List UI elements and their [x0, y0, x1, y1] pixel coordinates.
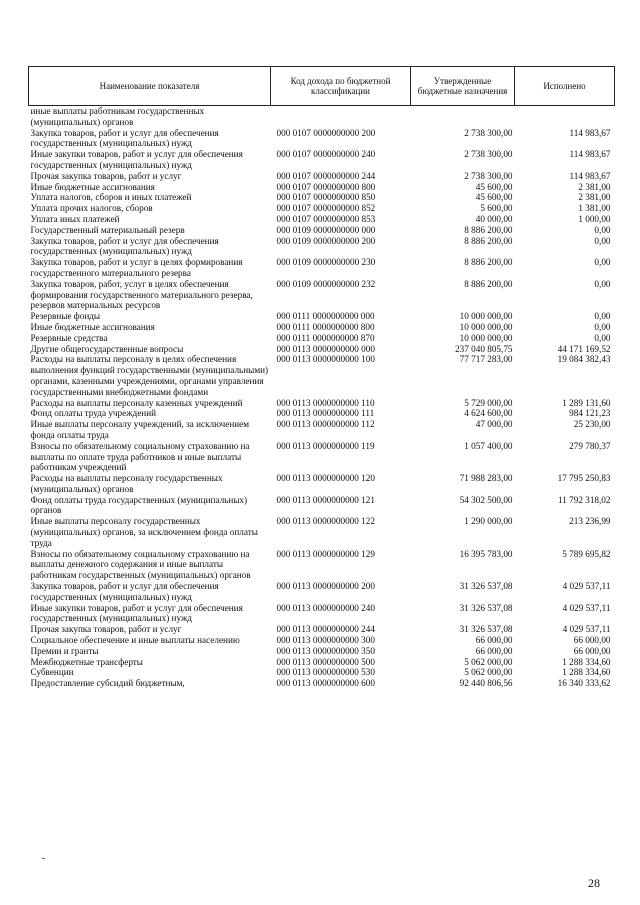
row-code-cell: 000 0113 0000000000 111	[276, 408, 375, 419]
row-name-cell: Иные бюджетные ассигнования	[30, 321, 155, 332]
row-executed-cell: 0,00	[594, 311, 611, 322]
row-executed-cell: 1 288 334,60	[562, 667, 611, 678]
row-code-cell: 000 0107 0000000000 853	[276, 213, 376, 224]
row-executed-cell: 66 000,00	[573, 635, 611, 646]
row-executed-cell: 114 983,67	[569, 149, 611, 160]
table-row	[29, 624, 615, 635]
budget-execution-sheet	[28, 66, 614, 689]
row-code-cell: 000 0113 0000000000 112	[276, 419, 375, 430]
row-approved-cell: 71 988 283,00	[459, 473, 513, 484]
row-code-cell: 000 0113 0000000000 000	[276, 343, 375, 354]
row-executed-cell: 4 029 537,11	[562, 624, 611, 635]
row-executed-cell: 213 236,99	[569, 516, 611, 527]
row-code-cell: 000 0113 0000000000 300	[276, 635, 375, 646]
row-name-cell: Иные выплаты персоналу учреждений, за исключением фонда оплаты труда	[30, 419, 250, 440]
row-approved-cell: 45 600,00	[475, 192, 513, 203]
row-name-cell: Государственный материальный резерв	[30, 224, 185, 235]
row-approved-cell: 10 000 000,00	[459, 332, 513, 343]
table-row	[29, 408, 615, 419]
table-row	[29, 192, 615, 203]
row-name-cell: Прочая закупка товаров, работ и услуг	[30, 170, 182, 181]
row-approved-cell: 237 040 805,75	[455, 343, 513, 354]
row-name-cell: Предоставление субсидий бюджетным,	[30, 678, 185, 689]
row-executed-cell: 2 381,00	[578, 192, 611, 203]
row-executed-cell: 66 000,00	[573, 645, 611, 656]
table-row	[29, 311, 615, 322]
row-approved-cell: 2 738 300,00	[464, 149, 513, 160]
row-code-cell: 000 0113 0000000000 244	[276, 624, 375, 635]
row-executed-cell: 5 789 695,82	[562, 548, 611, 559]
table-row	[29, 279, 615, 311]
table-row	[29, 149, 615, 171]
table-header-row	[29, 67, 615, 106]
row-code-cell: 000 0107 0000000000 200	[276, 127, 376, 138]
row-executed-cell: 0,00	[594, 224, 611, 235]
row-name-cell: Иные закупки товаров, работ и услуг для обеспечения государственных (муниципальных) нужд	[30, 149, 243, 170]
table-row	[29, 182, 615, 193]
table-row	[29, 646, 615, 657]
row-code-cell: 000 0113 0000000000 500	[276, 656, 375, 667]
row-executed-cell: 0,00	[594, 321, 611, 332]
row-approved-cell: 1 290 000,00	[464, 516, 513, 527]
row-approved-cell: 66 000,00	[475, 635, 513, 646]
row-code-cell: 000 0113 0000000000 119	[276, 440, 375, 451]
row-name-cell: Закупка товаров, работ и услуг для обеспечения государственных (муниципальных) нужд	[30, 127, 219, 149]
row-code-cell: 000 0113 0000000000 600	[276, 678, 375, 689]
row-name-cell: Уплата прочих налогов, сборов	[30, 203, 153, 214]
row-name-cell: Межбюджетные трансферты	[30, 656, 143, 667]
row-approved-cell: 47 000,00	[475, 419, 513, 430]
row-executed-cell: 4 029 537,11	[562, 581, 611, 592]
row-approved-cell: 5 729 000,00	[464, 397, 513, 408]
row-executed-cell: 11 792 318,02	[558, 494, 611, 505]
table-row	[29, 419, 615, 441]
table-row	[29, 214, 615, 225]
table-row	[29, 333, 615, 344]
row-approved-cell: 92 440 806,56	[459, 678, 513, 689]
row-approved-cell: 31 326 537,08	[459, 624, 513, 635]
row-code-cell: 000 0113 0000000000 120	[276, 473, 375, 484]
row-name-cell: Уплата налогов, сборов и иных платежей	[30, 192, 192, 203]
row-approved-cell: 10 000 000,00	[459, 321, 513, 332]
row-approved-cell: 1 057 400,00	[464, 440, 513, 451]
row-name-cell: Фонд оплаты труда учреждений	[30, 408, 157, 419]
row-approved-cell: 8 886 200,00	[464, 235, 513, 246]
row-executed-cell: 16 340 333,62	[557, 678, 611, 689]
table-row	[29, 657, 615, 668]
row-code-cell: 000 0109 0000000000 230	[276, 257, 376, 268]
row-approved-cell: 2 738 300,00	[464, 127, 513, 138]
row-executed-cell: 1 381,00	[578, 203, 611, 214]
row-code-cell: 000 0109 0000000000 000	[276, 224, 376, 235]
row-executed-cell: 1 288 334,60	[562, 656, 611, 667]
row-approved-cell: 5 062 000,00	[464, 656, 513, 667]
row-code-cell: 000 0113 0000000000 110	[276, 397, 375, 408]
stray-mark	[42, 858, 45, 859]
row-code-cell: 000 0113 0000000000 350	[276, 645, 375, 656]
table-row	[29, 581, 615, 603]
row-name-cell: Другие общегосударственные вопросы	[30, 343, 184, 354]
row-name-cell: Резервные средства	[30, 332, 108, 343]
row-executed-cell: 0,00	[594, 278, 611, 289]
row-name-cell: Расходы на выплаты персоналу казенных учреждений	[30, 397, 243, 408]
row-code-cell: 000 0107 0000000000 244	[276, 170, 376, 181]
row-code-cell: 000 0113 0000000000 122	[276, 516, 375, 527]
table-row	[29, 441, 615, 473]
row-code-cell: 000 0109 0000000000 200	[276, 235, 376, 246]
table-row	[29, 635, 615, 646]
row-executed-cell: 1 289 131,60	[562, 397, 611, 408]
row-name-cell: Резервные фонды	[30, 311, 101, 322]
page-number: 28	[588, 876, 600, 890]
row-code-cell: 000 0113 0000000000 100	[276, 354, 375, 365]
row-name-cell: Закупка товаров, работ и услуг для обеспечения государственных (муниципальных) нужд	[30, 581, 219, 602]
row-code-cell	[271, 106, 411, 128]
row-approved-cell: 77 717 283,00	[459, 354, 513, 365]
table-row	[29, 549, 615, 581]
row-code-cell: 000 0107 0000000000 852	[276, 203, 376, 214]
row-executed-cell: 0,00	[594, 235, 611, 246]
table-row	[29, 236, 615, 258]
row-executed-cell: 279 780,37	[569, 440, 611, 451]
row-executed-cell: 984 121,23	[569, 408, 611, 419]
table-row	[29, 322, 615, 333]
table-row	[29, 473, 615, 495]
row-approved-cell: 45 600,00	[475, 181, 513, 192]
row-name-cell: Взносы по обязательному социальному страхованию на выплаты по оплате труда работников и иные выплаты работникам учреждений	[30, 440, 250, 473]
table-row	[29, 398, 615, 409]
table-row	[29, 495, 615, 517]
row-approved-cell: 31 326 537,08	[459, 602, 513, 613]
row-executed-cell: 44 171 169,52	[557, 343, 611, 354]
row-name-cell: иные выплаты работникам государственных (муниципальных) органов	[30, 106, 205, 127]
row-executed-cell: 0,00	[594, 332, 611, 343]
row-code-cell: 000 0107 0000000000 850	[276, 192, 376, 203]
row-name-cell: Уплата иных платежей	[30, 213, 120, 224]
row-approved-cell: 8 886 200,00	[464, 278, 513, 289]
row-code-cell: 000 0113 0000000000 240	[276, 602, 375, 613]
table-row	[29, 667, 615, 678]
row-executed-cell: 1 000,00	[578, 213, 611, 224]
budget-table	[28, 66, 615, 689]
row-name-cell: Взносы по обязательному социальному страхованию на выплаты денежного содержания и иные выплаты работникам государственных (муниципальных) органов	[30, 548, 251, 581]
row-executed-cell: 25 230,00	[573, 419, 611, 430]
header-executed: Исполнено	[515, 67, 615, 106]
row-code-cell: 000 0113 0000000000 129	[276, 548, 375, 559]
row-name-cell: Иные закупки товаров, работ и услуг для обеспечения государственных (муниципальных) нужд	[30, 602, 243, 624]
row-name-cell: Иные выплаты персоналу государственных (муниципальных) органов, за исключением фонда оплаты труда	[30, 516, 258, 548]
row-executed-cell: 17 795 250,83	[557, 473, 611, 484]
row-executed-cell	[515, 106, 615, 128]
row-code-cell: 000 0111 0000000000 000	[276, 311, 375, 322]
table-row	[29, 106, 615, 128]
row-approved-cell: 4 624 600,00	[464, 408, 513, 419]
row-name-cell: Закупка товаров, работ и услуг в целях формирования государственного материального резерва	[30, 257, 243, 278]
row-name-cell: Расходы на выплаты персоналу государственных (муниципальных) органов	[30, 473, 223, 494]
header-indicator-name: Наименование показателя	[29, 67, 271, 106]
table-body	[29, 106, 615, 690]
row-name-cell: Премии и гранты	[30, 645, 99, 656]
row-executed-cell: 2 381,00	[578, 181, 611, 192]
row-code-cell: 000 0111 0000000000 870	[276, 332, 375, 343]
row-approved-cell: 5 062 000,00	[464, 667, 513, 678]
table-row	[29, 344, 615, 355]
row-name-cell: Социальное обеспечение и иные выплаты населению	[30, 635, 240, 646]
row-code-cell: 000 0111 0000000000 800	[276, 321, 375, 332]
row-approved-cell	[411, 106, 515, 128]
table-row	[29, 603, 615, 625]
table-row	[29, 354, 615, 397]
row-approved-cell: 54 302 500,00	[459, 494, 513, 505]
table-row	[29, 128, 615, 150]
table-row	[29, 225, 615, 236]
row-approved-cell: 40 000,00	[475, 213, 513, 224]
row-approved-cell: 16 395 783,00	[459, 548, 513, 559]
row-name-cell: Иные бюджетные ассигнования	[30, 181, 155, 192]
row-executed-cell: 114 983,67	[569, 170, 611, 181]
row-name-cell: Фонд оплаты труда государственных (муниципальных) органов	[30, 494, 248, 516]
row-code-cell: 000 0107 0000000000 800	[276, 181, 376, 192]
row-name-cell: Закупка товаров, работ, услуг в целях обеспечения формирования государственного материального резерва, резервов материальных ресурсов	[30, 278, 253, 311]
row-code-cell: 000 0109 0000000000 232	[276, 278, 376, 289]
row-code-cell: 000 0113 0000000000 530	[276, 667, 375, 678]
row-approved-cell: 10 000 000,00	[459, 311, 513, 322]
row-name-cell: Субвенции	[30, 667, 74, 678]
row-approved-cell: 8 886 200,00	[464, 224, 513, 235]
row-code-cell: 000 0113 0000000000 200	[276, 581, 375, 592]
row-approved-cell: 31 326 537,08	[459, 581, 513, 592]
row-code-cell: 000 0107 0000000000 240	[276, 149, 376, 160]
table-row	[29, 171, 615, 182]
table-row	[29, 516, 615, 548]
row-executed-cell: 114 983,67	[569, 127, 611, 138]
row-code-cell: 000 0113 0000000000 121	[276, 494, 375, 505]
table-row	[29, 678, 615, 689]
row-approved-cell: 5 600,00	[480, 203, 513, 214]
row-approved-cell: 66 000,00	[475, 645, 513, 656]
header-income-code: Код дохода по бюджетной классификации	[271, 67, 411, 106]
table-row	[29, 203, 615, 214]
row-name-cell: Прочая закупка товаров, работ и услуг	[30, 624, 182, 635]
row-approved-cell: 2 738 300,00	[464, 170, 513, 181]
row-executed-cell: 19 084 382,43	[557, 354, 611, 365]
row-approved-cell: 8 886 200,00	[464, 257, 513, 268]
row-executed-cell: 0,00	[594, 257, 611, 268]
table-row	[29, 257, 615, 279]
header-approved-budget: Утвержденные бюджетные назначения	[411, 67, 515, 106]
row-name-cell: Закупка товаров, работ и услуг для обеспечения государственных (муниципальных) нужд	[30, 235, 219, 257]
row-name-cell: Расходы на выплаты персоналу в целях обеспечения выполнения функций государственными (муниципальными) органами, казенными учреждениями, органами управления государственными внебюджетными фондами	[30, 354, 269, 397]
row-executed-cell: 4 029 537,11	[562, 602, 611, 613]
